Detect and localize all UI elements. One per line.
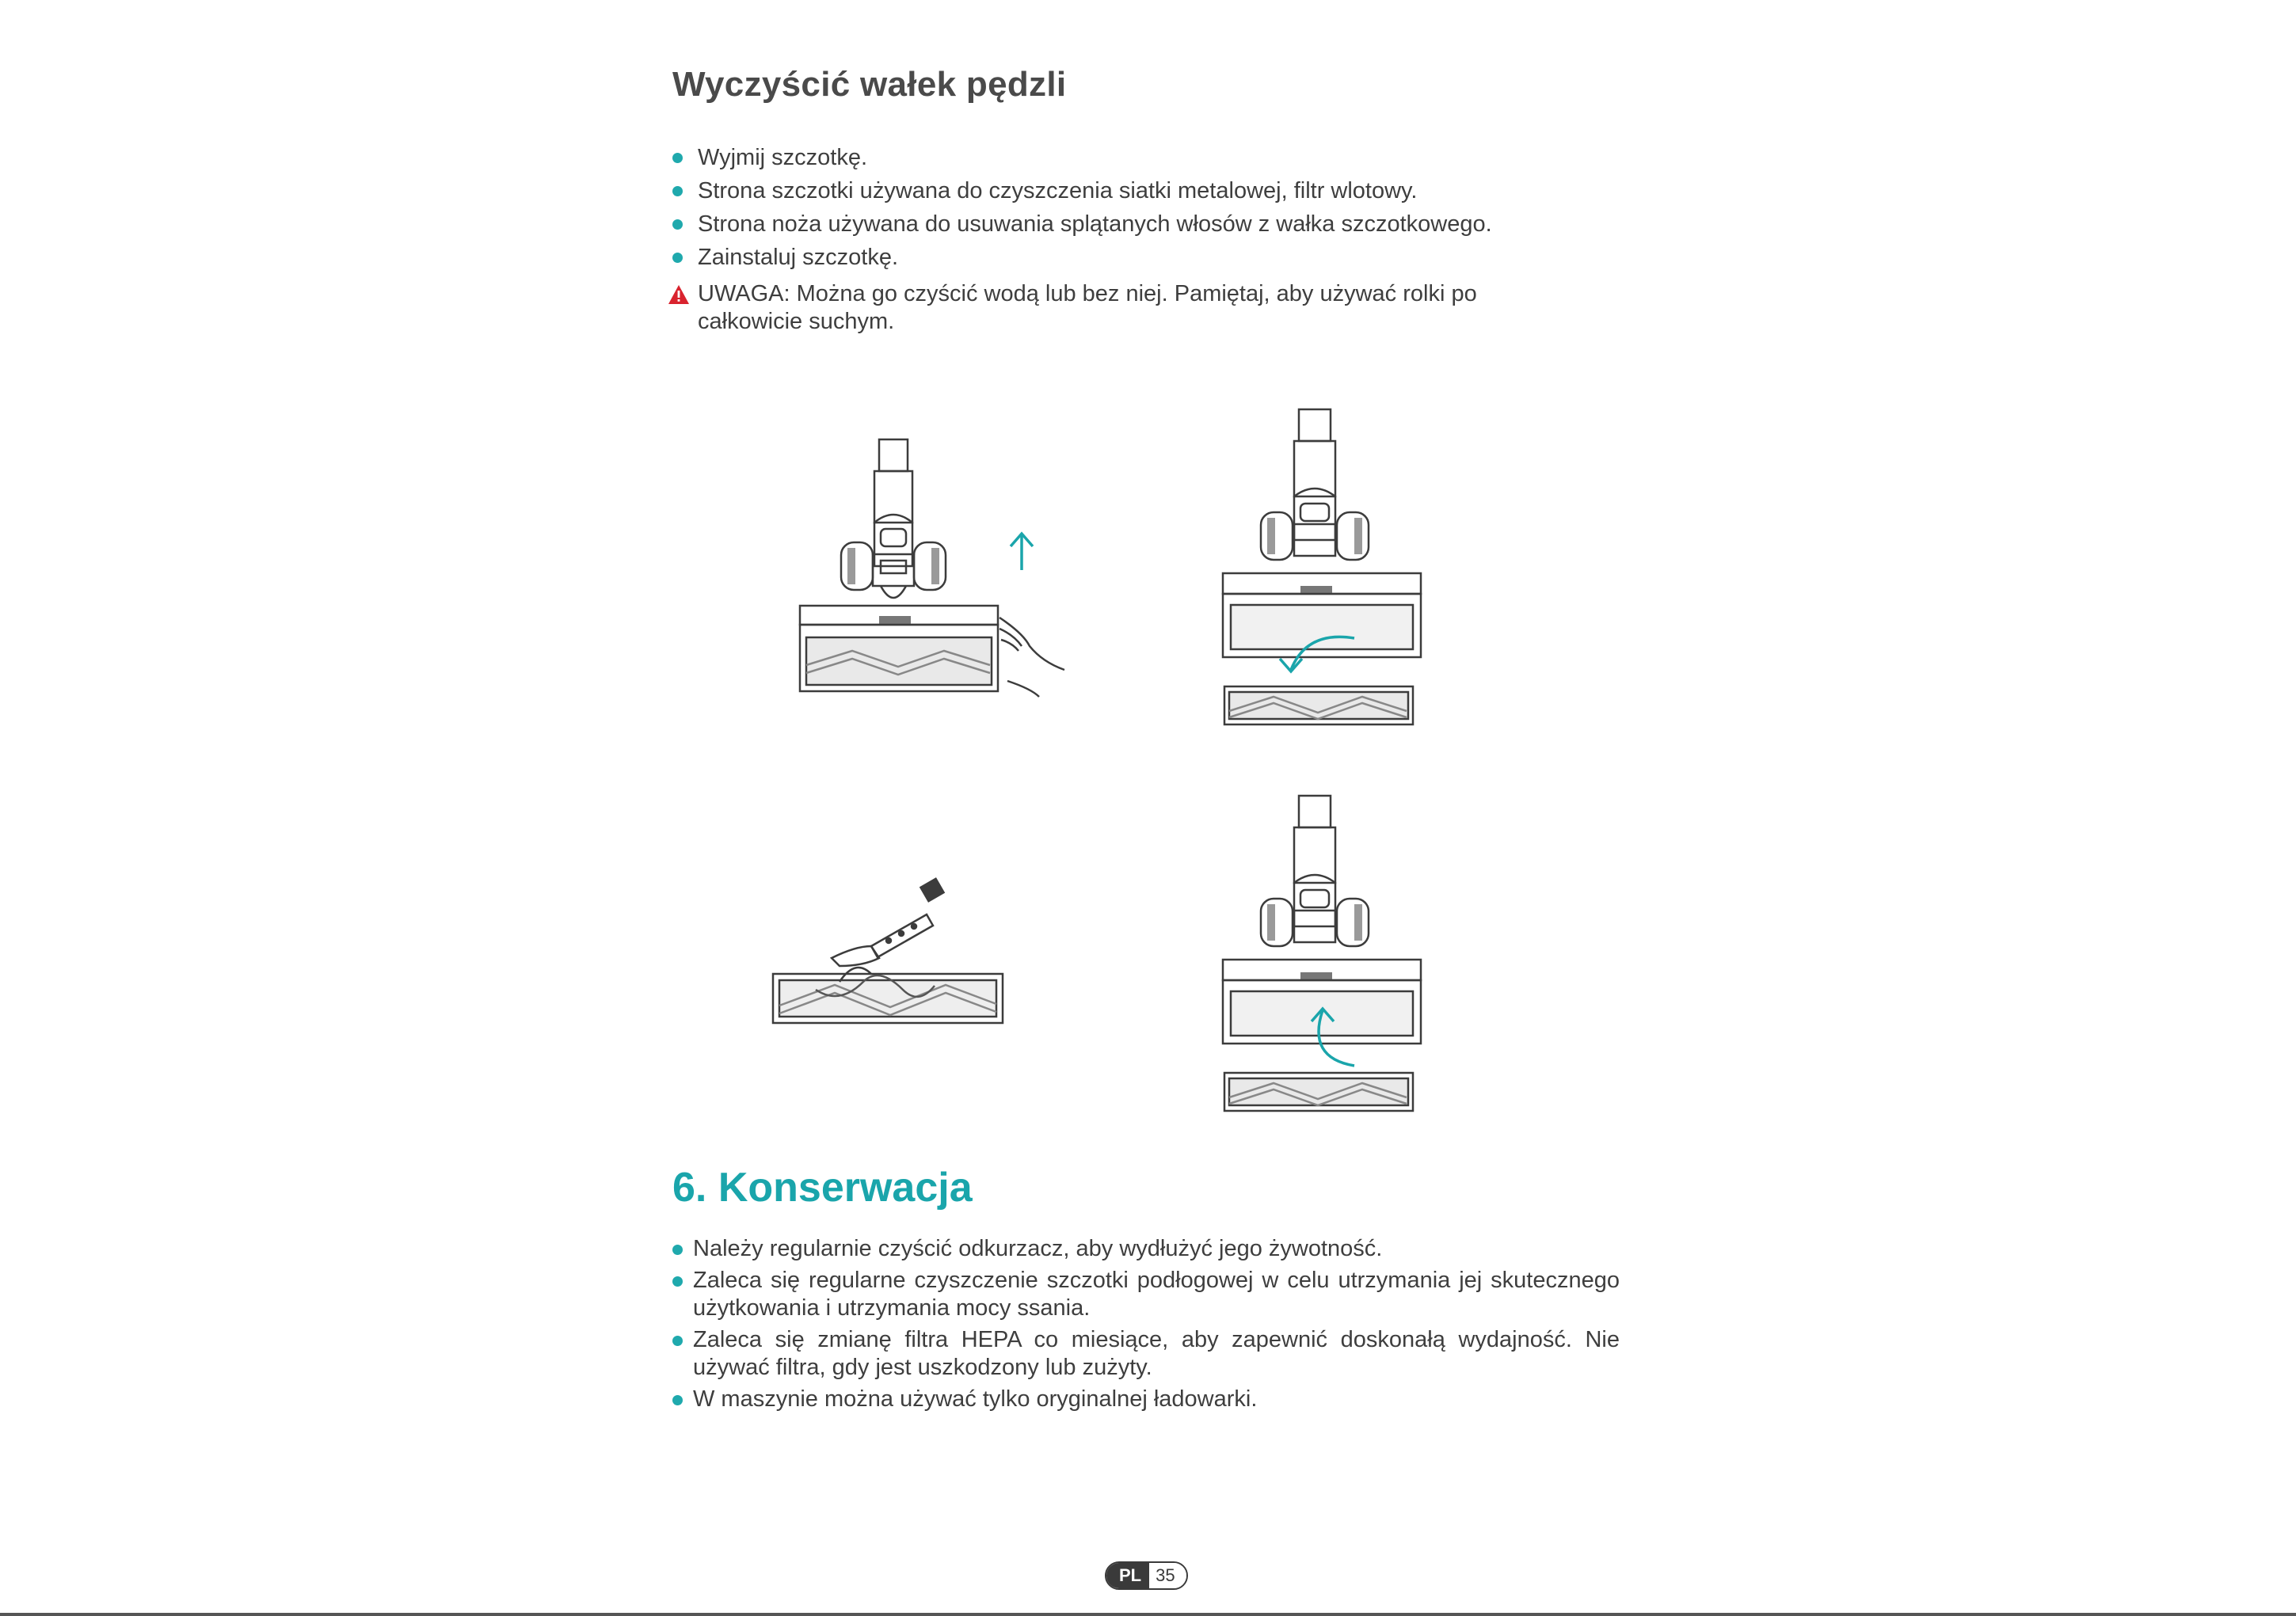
bottom-divider bbox=[0, 1613, 2296, 1616]
section-title: Wyczyścić wałek pędzli bbox=[672, 65, 1067, 104]
list-item: W maszynie można używać tylko oryginalnej ładowarki. bbox=[672, 1386, 1620, 1413]
page-number-badge bbox=[1105, 1561, 1188, 1590]
warning-icon bbox=[668, 284, 690, 305]
list-item: Strona szczotki używana do czyszczenia siatki metalowej, filtr wlotowy. bbox=[672, 174, 1623, 207]
language-code: PL bbox=[1106, 1563, 1149, 1588]
warning-note bbox=[668, 280, 1499, 336]
warning-text: UWAGA: Można go czyścić wodą lub bez niej. Pamiętaj, aby używać rolki po całkowicie suchym. bbox=[698, 281, 1477, 334]
maintenance-title: 6. Konserwacja bbox=[672, 1165, 973, 1211]
page-number: 35 bbox=[1149, 1563, 1186, 1588]
list-item: Zaleca się regularne czyszczenie szczotki podłogowej w celu utrzymania jej skutecznego użytkowania i utrzymania mocy ssania. bbox=[672, 1267, 1620, 1322]
list-item: Należy regularnie czyścić odkurzacz, aby wydłużyć jego żywotność. bbox=[672, 1235, 1620, 1263]
maintenance-list bbox=[672, 1235, 1620, 1417]
list-item: Zaleca się zmianę filtra HEPA co miesiące, aby zapewnić doskonałą wydajność. Nie używać filtra, gdy jest uszkodzony lub zużyty. bbox=[672, 1326, 1620, 1382]
list-item: Wyjmij szczotkę. bbox=[672, 141, 1623, 174]
figure-pull-out-roller bbox=[1212, 405, 1426, 730]
figure-cut-tangled-hair bbox=[768, 871, 1014, 1037]
figure-remove-brush-cover bbox=[792, 435, 1085, 705]
cleaning-steps-list bbox=[672, 141, 1623, 274]
list-item: Strona noża używana do usuwania splątanych włosów z wałka szczotkowego. bbox=[672, 207, 1623, 241]
list-item: Zainstaluj szczotkę. bbox=[672, 241, 1623, 274]
figure-reinstall-roller bbox=[1212, 792, 1426, 1116]
